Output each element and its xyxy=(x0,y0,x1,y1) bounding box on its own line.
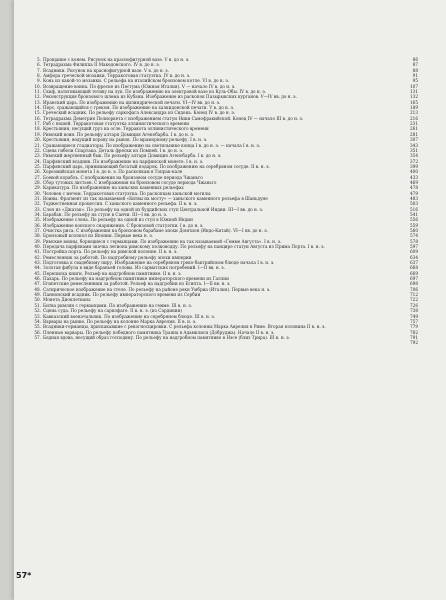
item-caption: Пленные варвары. По рельефу победного памятника Траяна в Адамклиси (Добруджа). Начало II в. н. э. xyxy=(43,329,275,335)
item-number: 29. xyxy=(34,185,41,191)
item-number: 6. xyxy=(37,62,41,68)
item-number: 50. xyxy=(34,297,41,303)
item-number: 30. xyxy=(34,190,41,196)
item-caption: Очистка риса. С изображения на бронзовом барабане эпохи Донгшон (Индо-Китай). VI—I вв. до н. э. xyxy=(43,228,268,233)
item-caption: Реконструкция бронзового шлема из Кубани. Изображение из раскопок Пазырыкских курганов. V—IV вв. до н. э. xyxy=(43,94,297,100)
item-number: 39. xyxy=(34,238,41,244)
item-page-number: 165 xyxy=(410,99,418,105)
item-caption: Парфянский всадник. По изображению на парфянской монете. I в. н. э. xyxy=(43,158,204,164)
item-caption: Сражающиеся гладиаторы. По изображению на светильнике конца I в. до н. э. — начала I в. н. э. xyxy=(43,142,261,148)
item-caption: Возвращение воина. По фреске из Пестума (Южная Италия). V — начало IV в. до н. э. xyxy=(43,83,236,89)
item-page-number: 757 xyxy=(410,318,418,324)
item-number: 5. xyxy=(37,57,41,62)
item-number: 28. xyxy=(34,179,41,185)
item-number: 7. xyxy=(37,67,41,73)
item-caption: Крестьянин, ведущий корову на рынок. По мраморному рельефу. I в. н. э. xyxy=(43,137,208,143)
item-page-number: 698 xyxy=(410,281,418,287)
printer-signature-mark: 57* xyxy=(16,571,32,580)
item-number: 36. xyxy=(34,222,41,228)
item-caption: Пахарь. По рельефу на надгробном памятнике императорского времени из Галлии xyxy=(43,276,229,282)
item-page-number: 132 xyxy=(410,94,418,100)
item-caption: Подготовка к свадебному пиру. Изображение на серебряном греко-бактрийском блюде начала I в. н. э. xyxy=(43,260,275,266)
item-page-number: 189 xyxy=(410,105,418,111)
item-number: 31. xyxy=(34,195,41,201)
item-number: 23. xyxy=(34,153,41,159)
item-page-number: 712 xyxy=(410,292,418,298)
item-page-number: 483 xyxy=(410,195,418,201)
item-caption: Перс, сражающийся с греком. По изображению на халкидонской печати. V в. до н. э. xyxy=(43,105,235,111)
item-number: 13. xyxy=(34,99,41,105)
item-page-number: 516 xyxy=(410,206,418,212)
item-page-number: 556 xyxy=(410,217,418,223)
item-number: 12. xyxy=(34,94,41,100)
item-page-number: 469 xyxy=(410,179,418,185)
item-number: 52. xyxy=(34,308,41,314)
item-number: 54. xyxy=(34,318,41,324)
item-number: 47. xyxy=(34,281,41,287)
item-caption: Кавказский военачальник. По изображению на серебряном блюде. III в. н. э. xyxy=(43,313,216,319)
item-page-number: 668 xyxy=(410,265,418,271)
item-number: 27. xyxy=(34,174,41,180)
item-caption: Амфора греческой мозаики. Терракотовая статуэтка. IV в. до н. э. xyxy=(43,73,191,79)
item-page-number: 86 xyxy=(412,57,418,62)
item-number: 38. xyxy=(34,233,41,239)
item-page-number: 479 xyxy=(410,190,418,196)
item-number: 34. xyxy=(34,211,41,217)
item-page-number: 216 xyxy=(410,115,418,121)
item-caption: Изображение конского снаряжения. С бронзовой статуэтки. I в. до н. э. xyxy=(43,222,204,228)
item-caption: Иранский царь. По изображению на цилиндрической печати. VI—IV вв. до н. э. xyxy=(43,99,221,105)
item-caption: Боевой корабль. С изображения на бронзовом сосуде периода Чжаньго xyxy=(43,174,203,180)
item-caption: Ремесленник за работой. По надгробному рельефу эпохи империи xyxy=(43,254,192,260)
item-number: 16. xyxy=(34,115,41,121)
item-number: 20. xyxy=(34,137,41,143)
item-number: 57. xyxy=(34,334,41,340)
item-caption: Переписка книги. Рельеф на надгробном памятнике. II в. н. э. xyxy=(43,270,182,276)
item-caption: Египетские ремесленники за работой. Рельеф на надгробии из Египта. I—II вв. н. э. xyxy=(43,281,231,287)
item-number: 26. xyxy=(34,169,41,175)
item-caption: Изображение слона. По рельефу на одной из ступ в Южной Индии xyxy=(43,217,193,223)
item-page-number: 578 xyxy=(410,238,418,244)
item-caption: Сбор тутовых листьев. С изображения на бронзовом сосуде периода Чжаньго xyxy=(43,179,217,185)
item-page-number: 281 xyxy=(410,131,418,137)
item-number: 40. xyxy=(34,244,41,250)
item-number: 49. xyxy=(34,292,41,298)
list-item xyxy=(26,340,418,345)
item-page-number: 107 xyxy=(410,83,418,89)
item-page-number: 354 xyxy=(410,153,418,159)
item-number: 51. xyxy=(34,302,41,308)
item-caption: Всадники. Рисунок на краснофигурной вазе. V в. до н. э. xyxy=(43,67,169,73)
item-caption: Тетрадрахма Деметрия Полиоркета с изображением статуи Ники Самофракийской. Конец IV — начало III в. до н. э. xyxy=(43,115,304,121)
item-number: 41. xyxy=(34,249,41,255)
item-caption: Римский жертвенный бык. По рельефу алтаря Домиция Агенобарба. I в. до н. э. xyxy=(43,153,222,159)
item-page-number: 91 xyxy=(412,73,418,79)
item-page-number: 88 xyxy=(412,67,418,73)
item-caption: Сцена суда. По рельефу на саркофаге. II в. н. э. (из Сардинии) xyxy=(43,308,182,314)
item-caption: Парфянский царь, принимающий богатый подарок. По изображению на серебряном сосуде. II в. н. э. xyxy=(43,163,270,169)
item-number: 44. xyxy=(34,265,41,271)
item-caption: Римские воины, борющиеся с германцами. По изображению на так называемой «Гемме Августа». I в. н. э. xyxy=(43,238,282,244)
item-number: 46. xyxy=(34,276,41,282)
item-caption: Слон из «Джатак». По рельефу на одной из буддийских ступ Центральной Индии. III—I вв. до н. э. xyxy=(43,206,264,212)
item-number: 18. xyxy=(34,126,41,132)
item-number: 9. xyxy=(37,78,41,84)
item-caption: Карикатура. По изображению на ханьских каменных рельефах xyxy=(43,185,184,191)
item-number: 19. xyxy=(34,131,41,137)
item-caption: Воины. Фрагмент из так называемой «Битвы на мосту» — ханьского каменного рельефа в Шаньдуне xyxy=(43,195,268,201)
item-page-number: 213 xyxy=(410,110,418,116)
item-page-number: 597 xyxy=(410,244,418,250)
item-number: 43. xyxy=(34,260,41,266)
item-page-number: 343 xyxy=(410,142,418,148)
item-number: 48. xyxy=(34,286,41,292)
item-number: 25. xyxy=(34,163,41,169)
item-number: 15. xyxy=(34,110,41,116)
item-page-number: 792 xyxy=(410,340,418,346)
item-number: 17. xyxy=(34,121,41,127)
item-page-number: 307 xyxy=(410,137,418,143)
item-page-number: 634 xyxy=(410,254,418,260)
item-caption: Бронзовый колокол из Японии. Первые века н. э. xyxy=(43,233,153,239)
item-caption: Хорезмийская монета I в. до н. э. По раскопкам в Топрак-кале xyxy=(43,169,183,175)
item-caption: Монета Диоклетиана xyxy=(43,297,91,303)
item-page-number: 131 xyxy=(410,89,418,95)
item-page-number: 560 xyxy=(410,228,418,233)
item-caption: Скиф, натягивающий тетиву на лук. По изображению на электровой вазе из Куль-Обы. IV в. до н. э. xyxy=(43,89,267,95)
item-number: 8. xyxy=(37,73,41,79)
item-page-number: 782 xyxy=(410,329,418,335)
item-number: 55. xyxy=(34,324,41,330)
item-page-number: 231 xyxy=(410,121,418,127)
item-page-number: 791 xyxy=(410,334,418,340)
item-caption: Греческий всадник. По рельефу саркофага Александра из Сидона. Конец IV в. до н. э. xyxy=(43,110,236,116)
item-number: 37. xyxy=(34,228,41,233)
item-number: 42. xyxy=(34,254,41,260)
item-caption: Крестьянин, несущий груз на осле. Терракота эллинистического времени xyxy=(43,126,209,132)
item-number: 10. xyxy=(34,83,41,89)
item-number: 33. xyxy=(34,206,41,212)
item-page-number: 697 xyxy=(410,276,418,282)
item-page-number: 503 xyxy=(410,201,418,207)
item-page-number: 261 xyxy=(410,126,418,132)
item-caption: Римский воин. По рельефу алтаря Домиция Агенобарба. I в. до н. э. xyxy=(43,131,195,137)
item-page-number: 400 xyxy=(410,169,418,175)
item-caption: Всадники-германцы, прискакавшие с рекогносцировки. С рельефа колонны Марка Аврелия в Риме. Вторая половина II в. н. э. xyxy=(43,324,326,330)
item-page-number: 779 xyxy=(410,324,418,330)
item-page-number: 433 xyxy=(410,174,418,180)
item-caption: Раб с ношей. Терракотовая статуэтка эллинистического времени xyxy=(43,121,190,127)
item-caption: Сатирическое изображение на стеле. По рельефу на районе реки Умбриа (Италия). Первые века н. э. xyxy=(43,286,271,292)
item-caption: Бедная вдова, несущий образ господину. По рельефу на надгробном памятнике в Нэсе (близ Трира). III в. н. э. xyxy=(43,334,290,340)
item-caption: Паннонский всадник. По рельефу императорского времени из Сербии xyxy=(43,292,201,298)
item-page-number: 738 xyxy=(410,308,418,314)
list-item xyxy=(26,335,418,340)
item-page-number: 609 xyxy=(410,249,418,255)
item-caption: Торжественная процессия. С ханьского каменного рельефа. II в. н. э. xyxy=(43,201,198,207)
item-number: 24. xyxy=(34,158,41,164)
item-page-number: 749 xyxy=(410,313,418,319)
item-caption: Конь из какой-то мозаики. С рельефа на италийском бронзовом котле. VI в. до н. э. xyxy=(43,78,230,84)
item-page-number: 351 xyxy=(410,147,418,153)
item-page-number: 726 xyxy=(410,302,418,308)
item-caption: Сцена гибели Спартака. Деталь фрески из Помпей. I в. до н. э. xyxy=(43,147,184,153)
book-page xyxy=(14,0,446,600)
item-caption: Золотая фибула в виде бараньей головы. Из сарматских погребений. I—II вв. н. э. xyxy=(43,265,225,271)
item-number: 35. xyxy=(34,217,41,223)
item-caption: Прощание с конем. Рисунок на краснофигурной вазе. V в. до н. э. xyxy=(43,57,190,62)
item-page-number: 722 xyxy=(410,297,418,303)
item-caption: Постройка порта. По рельефу на римской колонне. II в. н. э. xyxy=(43,249,178,255)
item-page-number: 372 xyxy=(410,158,418,164)
item-number: 53. xyxy=(34,313,41,319)
item-number: 21. xyxy=(34,142,41,148)
item-page-number: 87 xyxy=(412,62,418,68)
item-caption: Варвары на рынке. По рельефу на колонне Марка Аврелия. II в. н. э. xyxy=(43,318,197,324)
item-page-number: 541 xyxy=(410,211,418,217)
item-caption: Человек с мечом. Терракотовая статуэтка. По раскопкам ханьской могилы xyxy=(43,190,211,196)
item-caption: Битва римлян с германцами. По изображению на гемме. III в. н. э. xyxy=(43,302,193,308)
item-page-number: 399 xyxy=(410,163,418,169)
item-caption: Тетрадрахма Филиппа II Македонского. IV в. до н. э. xyxy=(43,62,160,68)
item-page-number: 478 xyxy=(410,185,418,191)
item-caption: Передача парфянами значка легиона римскому полководцу. По рельефу на панцире статуи Августа из Прима Порта. I в. н. э. xyxy=(43,244,325,250)
item-page-number: 559 xyxy=(410,222,418,228)
illustrations-list xyxy=(26,57,418,346)
item-number: 11. xyxy=(34,89,41,95)
item-page-number: 95 xyxy=(412,78,418,84)
item-page-number: 574 xyxy=(410,233,418,239)
item-page-number: 669 xyxy=(410,270,418,276)
item-number: 45. xyxy=(34,270,41,276)
item-number: 32. xyxy=(34,201,41,207)
item-page-number: 637 xyxy=(410,260,418,266)
item-number: 14. xyxy=(34,105,41,111)
item-number: 22. xyxy=(34,147,41,153)
item-caption: Барабан. По рельефу на ступе в Санчи. III—I вв. до н. э. xyxy=(43,211,168,217)
item-page-number: 706 xyxy=(410,286,418,292)
item-number: 56. xyxy=(34,329,41,335)
